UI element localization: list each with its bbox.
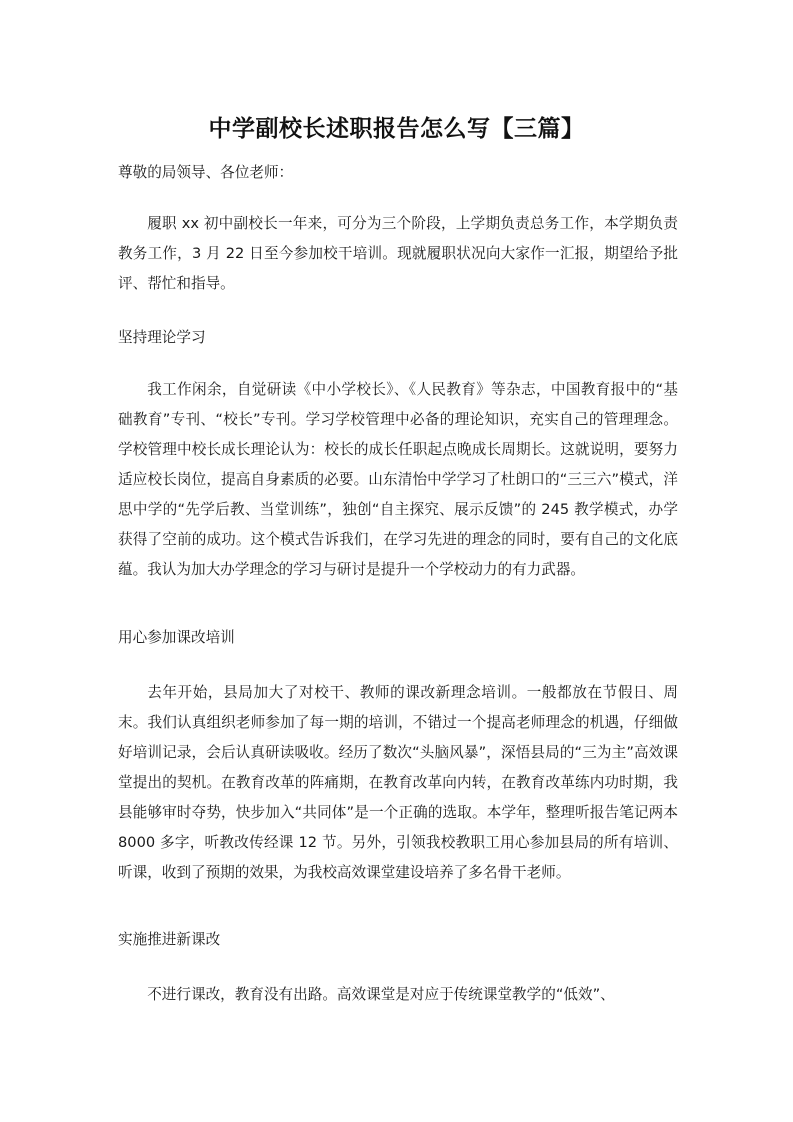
document-title: 中学副校长述职报告怎么写【三篇】: [208, 116, 585, 142]
section-heading-theory-study: 坚持理论学习: [118, 329, 206, 346]
section-heading-reform: 实施推进新课改: [118, 931, 221, 948]
section-body-theory-study: 我工作闲余，自觉研读《中小学校长》、《人民教育》等杂志，中国教育报中的“基础教育”专刊、“校长”专刊。学习学校管理中必备的理论知识，充实自己的管理理念。学校管理中校长成长理论认为：校长的成长任职起点晚成长周期长。这就说明，要努力适应校长岗位，提高自身素质的必要。山东清怡中学学习了杜朗口的“三三六”模式，洋思中学的“先学后教、当堂训练”，独创“自主探究、展示反馈”的 245 教学模式，办学获得了空前的成功。这个模式告诉我们，在学习先进的理念的同时，要有自己的文化底蕴。我认为加大办学理念的学习与研讨是提升一个学校动力的有力武器。: [118, 381, 678, 578]
section-body-training: 去年开始，县局加大了对校干、教师的课改新理念培训。一般都放在节假日、周末。我们认真组织老师参加了每一期的培训，不错过一个提高老师理念的机遇，仔细做好培训记录，会后认真研读吸收。经历了数次“头脑风暴”，深悟县局的“三为主”高效课堂提出的契机。在教育改革的阵痛期，在教育改革向内转，在教育改革练内功时期，我县能够审时夺势，快步加入“共同体”是一个正确的选取。本学年，整理听报告笔记两本 8000 多字，听教改传经课 12 节。另外，引领我校教职工用心参加县局的所有培训、听课，收到了预期的效果，为我校高效课堂建设培养了多名骨干老师。: [118, 684, 678, 881]
salutation: 尊敬的局领导、各位老师：: [118, 164, 294, 181]
section-body-reform: 不进行课改，教育没有出路。高效课堂是对应于传统课堂教学的“低效”、: [147, 986, 615, 1003]
intro-paragraph: 履职 xx 初中副校长一年来，可分为三个阶段，上学期负责总务工作，本学期负责教务工作，3 月 22 日至今参加校干培训。现就履职状况向大家作一汇报，期望给予批评、帮忙和指导。: [118, 215, 678, 292]
section-heading-training: 用心参加课改培训: [118, 629, 235, 646]
